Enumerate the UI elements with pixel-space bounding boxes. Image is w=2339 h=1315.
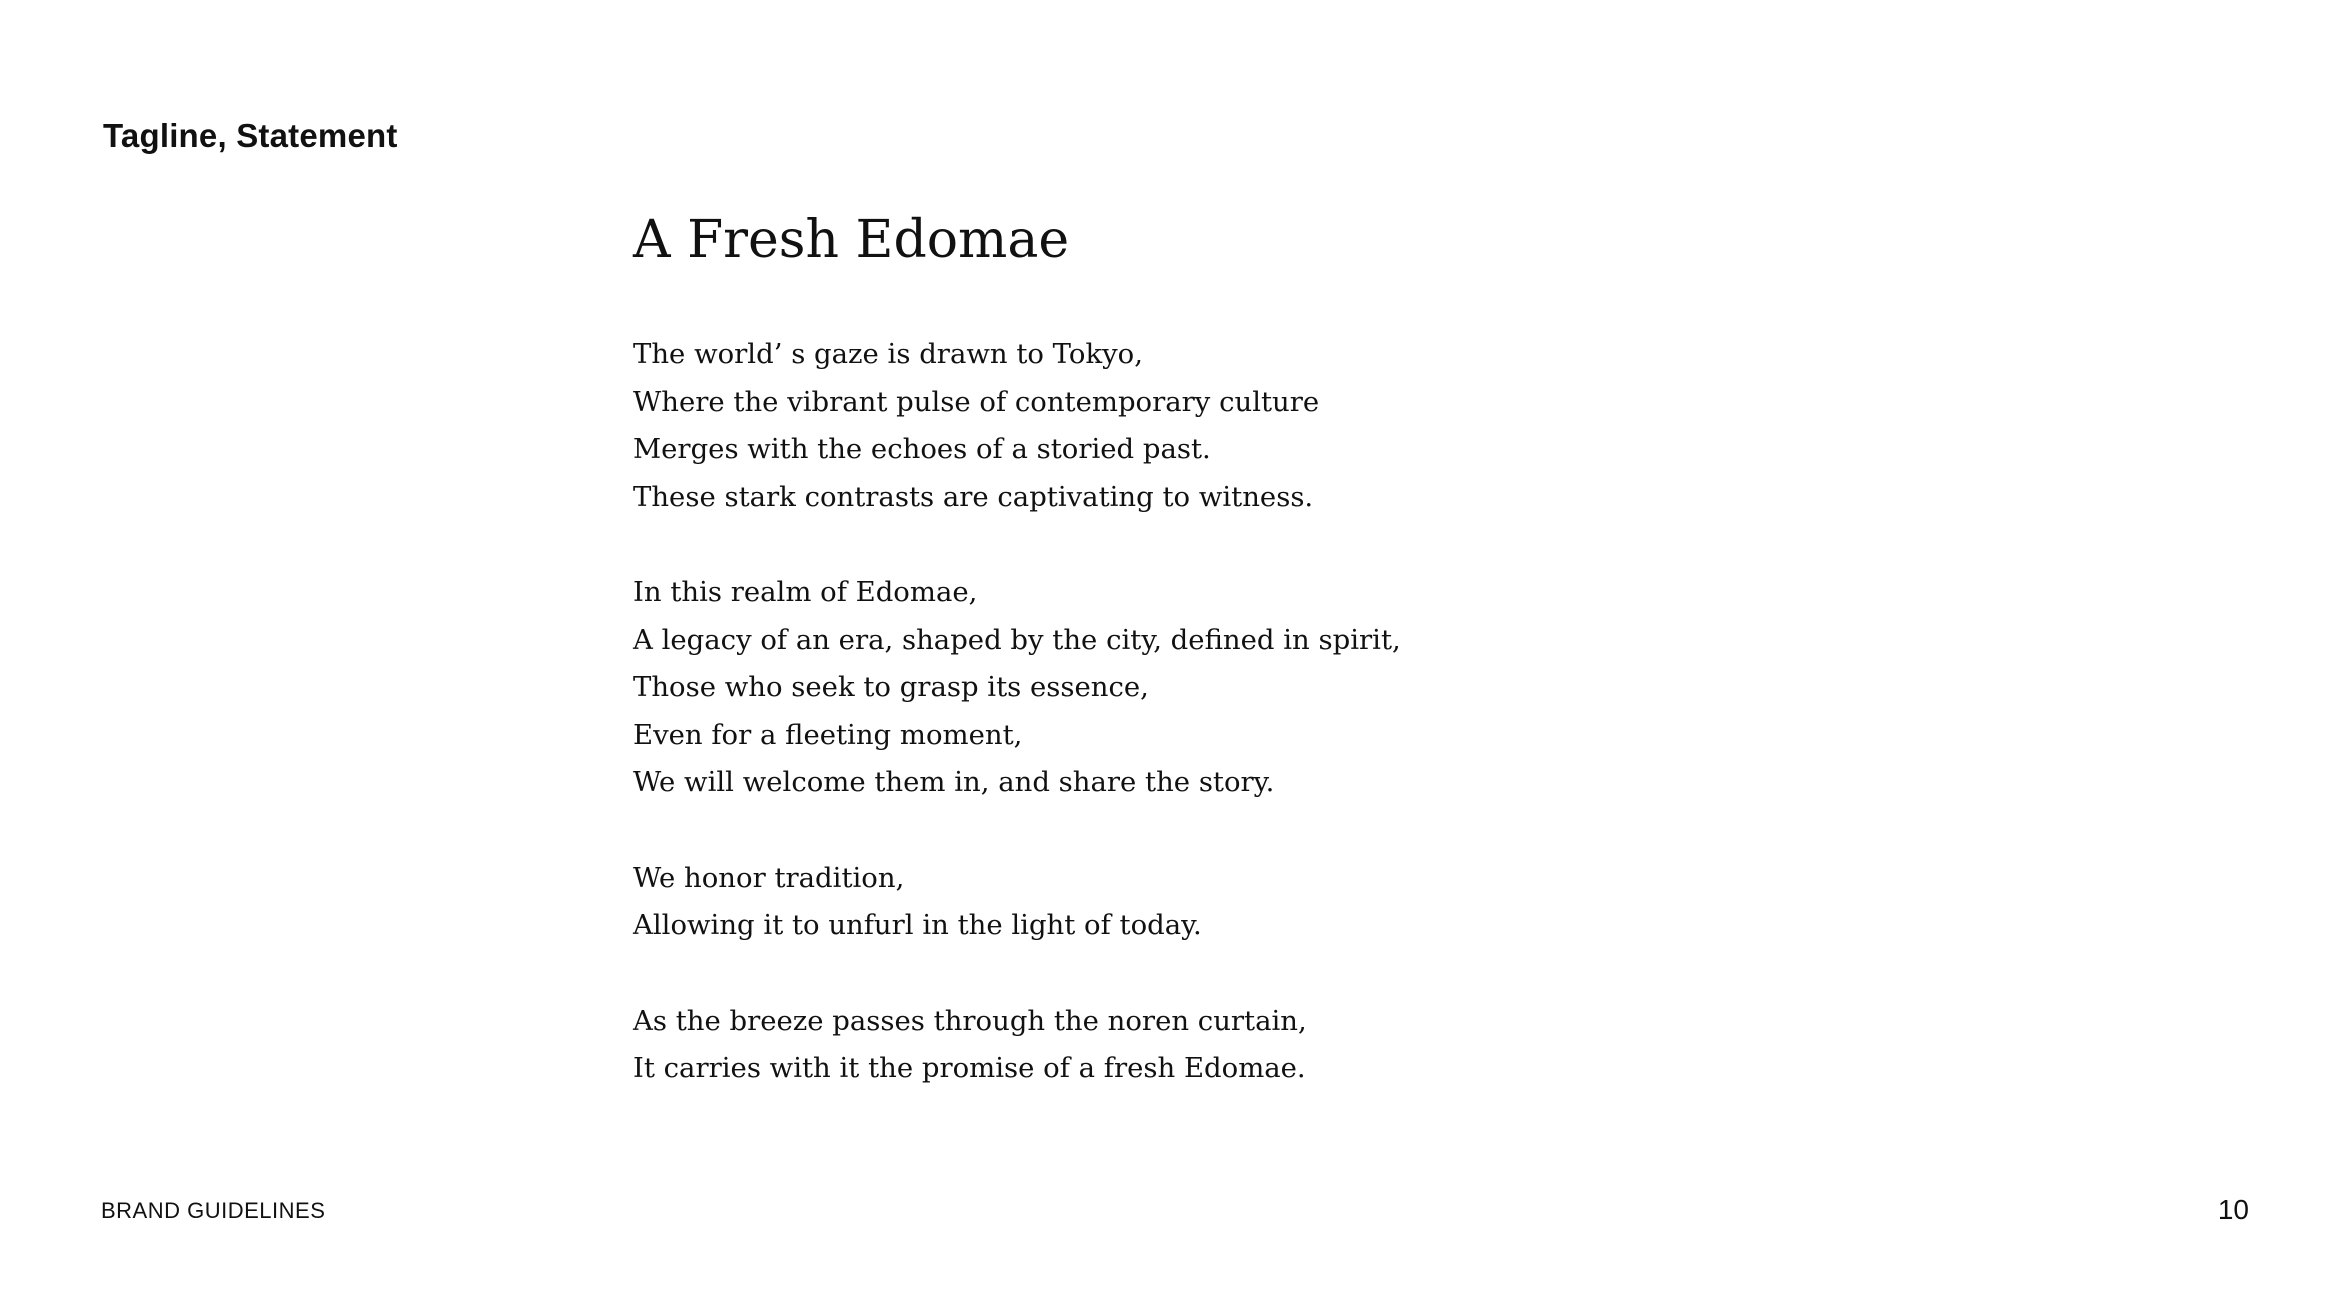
poem-line: It carries with it the promise of a fresh Edomae. (633, 1052, 1306, 1084)
stanza-2 (633, 569, 1633, 807)
poem-line: As the breeze passes through the noren curtain, (633, 1004, 1307, 1037)
statement-title: A Fresh Edomae (633, 210, 1070, 270)
poem-line: Merges with the echoes of a storied past. (633, 433, 1211, 465)
section-label: Tagline, Statement (103, 117, 398, 154)
footer-label: BRAND GUIDELINES (101, 1198, 326, 1223)
poem-line: The world’ s gaze is drawn to Tokyo, (633, 338, 1143, 370)
stanza-1 (633, 331, 1633, 521)
poem-line: We honor tradition, (633, 861, 905, 894)
statement-body (633, 331, 1633, 1141)
poem-line: In this realm of Edomae, (633, 576, 978, 608)
poem-line: Allowing it to unfurl in the light of today. (633, 909, 1202, 941)
stanza-4 (633, 998, 1633, 1093)
poem-line: These stark contrasts are captivating to witness. (633, 480, 1314, 513)
stanza-3 (633, 855, 1633, 950)
poem-line: Even for a fleeting moment, (633, 718, 1023, 751)
poem-line: Those who seek to grasp its essence, (633, 671, 1149, 703)
poem-line: A legacy of an era, shaped by the city, defined in spirit, (633, 623, 1401, 656)
page-number: 10 (2217, 1194, 2249, 1225)
poem-line: We will welcome them in, and share the story. (633, 766, 1275, 798)
poem-line: Where the vibrant pulse of contemporary culture (633, 385, 1320, 418)
